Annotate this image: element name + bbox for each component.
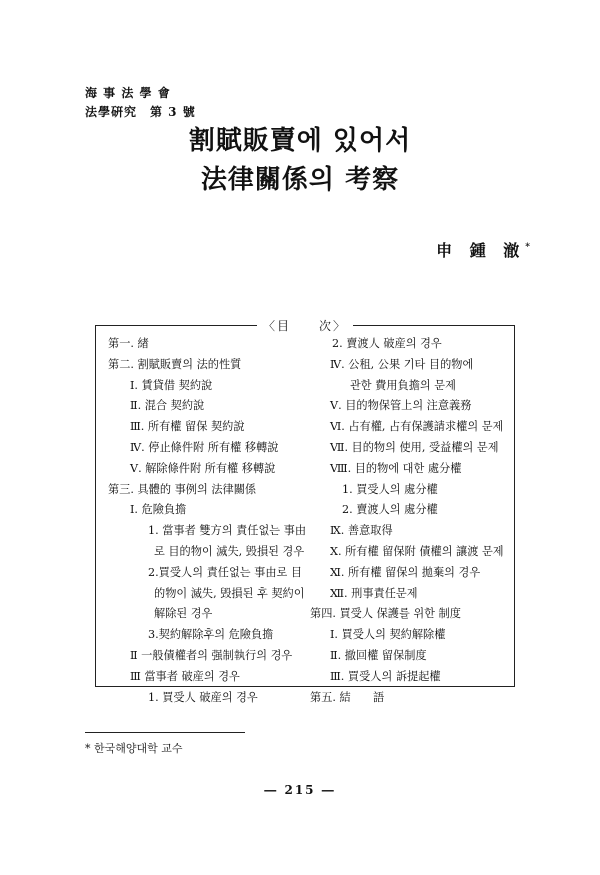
toc-item: Ⅱ. 撤回權 留保制度 bbox=[330, 648, 427, 662]
toc-item: Ⅲ 當事者 破産의 경우 bbox=[130, 669, 240, 683]
toc-item: 관한 費用負擔의 문제 bbox=[350, 378, 456, 392]
footnote: * 한국해양대학 교수 bbox=[85, 742, 183, 755]
author bbox=[436, 238, 530, 261]
toc-item: Ⅴ. 目的物保管上의 注意義務 bbox=[330, 399, 472, 413]
toc-item: Ⅱ 一般債權者의 强制執行의 경우 bbox=[130, 648, 293, 662]
toc-item: 1. 當事者 雙方의 責任없는 事由 bbox=[148, 524, 307, 538]
toc-item: 1. 買受人의 處分權 bbox=[342, 482, 438, 496]
footnote-divider bbox=[85, 732, 245, 733]
toc-item: Ⅳ. 停止條件附 所有權 移轉說 bbox=[130, 440, 279, 454]
toc-item: Ⅰ. 買受人의 契約解除權 bbox=[330, 628, 446, 642]
toc-item: 第五. 結 語 bbox=[310, 690, 385, 704]
toc-item: 2. 賣渡人 破産의 경우 bbox=[332, 337, 442, 350]
toc-item: Ⅺ. 所有權 留保의 拋棄의 경우 bbox=[330, 565, 481, 579]
toc-item: 第四. 買受人 保護를 위한 制度 bbox=[310, 607, 461, 621]
toc-item: Ⅰ. 危險負擔 bbox=[130, 503, 187, 517]
toc-item: Ⅹ. 所有權 留保附 債權의 讓渡 문제 bbox=[330, 544, 504, 558]
toc-item: 第一. 緖 bbox=[108, 337, 149, 350]
toc-item: Ⅲ. 所有權 留保 契約說 bbox=[130, 420, 245, 434]
title-line-2: 法律關係의 考察 bbox=[200, 165, 400, 195]
author-footnote-mark: * bbox=[525, 242, 530, 253]
toc-item: Ⅶ. 目的物의 使用, 受益權의 문제 bbox=[330, 440, 499, 454]
page-number: ― 215 ― bbox=[264, 783, 336, 797]
toc-item: 第二. 割賦販賣의 法的性質 bbox=[108, 357, 242, 371]
toc-left-column bbox=[108, 334, 313, 708]
toc-item: 的物이 滅失, 毁損된 후 契約이 bbox=[154, 586, 305, 600]
journal-series: 法學硏究 第 3 號 bbox=[85, 105, 196, 119]
author-name: 申 鍾 澈 bbox=[436, 241, 526, 260]
toc-item: Ⅻ. 刑事責任문제 bbox=[330, 586, 418, 600]
toc-item: Ⅰ. 賃貸借 契約說 bbox=[130, 378, 213, 392]
journal-name: 海 事 法 學 會 bbox=[85, 86, 171, 100]
toc-item: 로 目的物이 滅失, 毁損된 경우 bbox=[154, 544, 305, 558]
toc-item: Ⅱ. 混合 契約說 bbox=[130, 399, 205, 413]
toc-item: Ⅲ. 買受人의 訴提起權 bbox=[330, 669, 441, 683]
toc-item: Ⅴ. 解除條件附 所有權 移轉說 bbox=[130, 461, 276, 475]
toc-item: Ⅸ. 善意取得 bbox=[330, 524, 393, 538]
table-of-contents bbox=[95, 319, 515, 704]
toc-item: Ⅵ. 占有權, 占有保護請求權의 문제 bbox=[330, 420, 504, 434]
toc-heading: 〈目 次〉 bbox=[96, 317, 514, 334]
toc-item: 1. 買受人 破産의 경우 bbox=[148, 690, 258, 704]
toc-item: 2.買受人의 責任없는 事由로 目 bbox=[148, 565, 303, 579]
toc-item: 第三. 具體的 事例의 法律關係 bbox=[108, 482, 257, 496]
toc-item: 解除된 경우 bbox=[154, 607, 213, 621]
toc-item: Ⅳ. 公租, 公果 기타 目的物에 bbox=[330, 357, 474, 371]
toc-item: 3.契約解除후의 危險負擔 bbox=[148, 628, 274, 642]
title-line-1: 割賦販賣에 있어서 bbox=[188, 126, 412, 156]
toc-right-column bbox=[310, 334, 510, 708]
toc-item: Ⅷ. 目的物에 대한 處分權 bbox=[330, 461, 462, 475]
toc-item: 2. 賣渡人의 處分權 bbox=[342, 503, 438, 517]
